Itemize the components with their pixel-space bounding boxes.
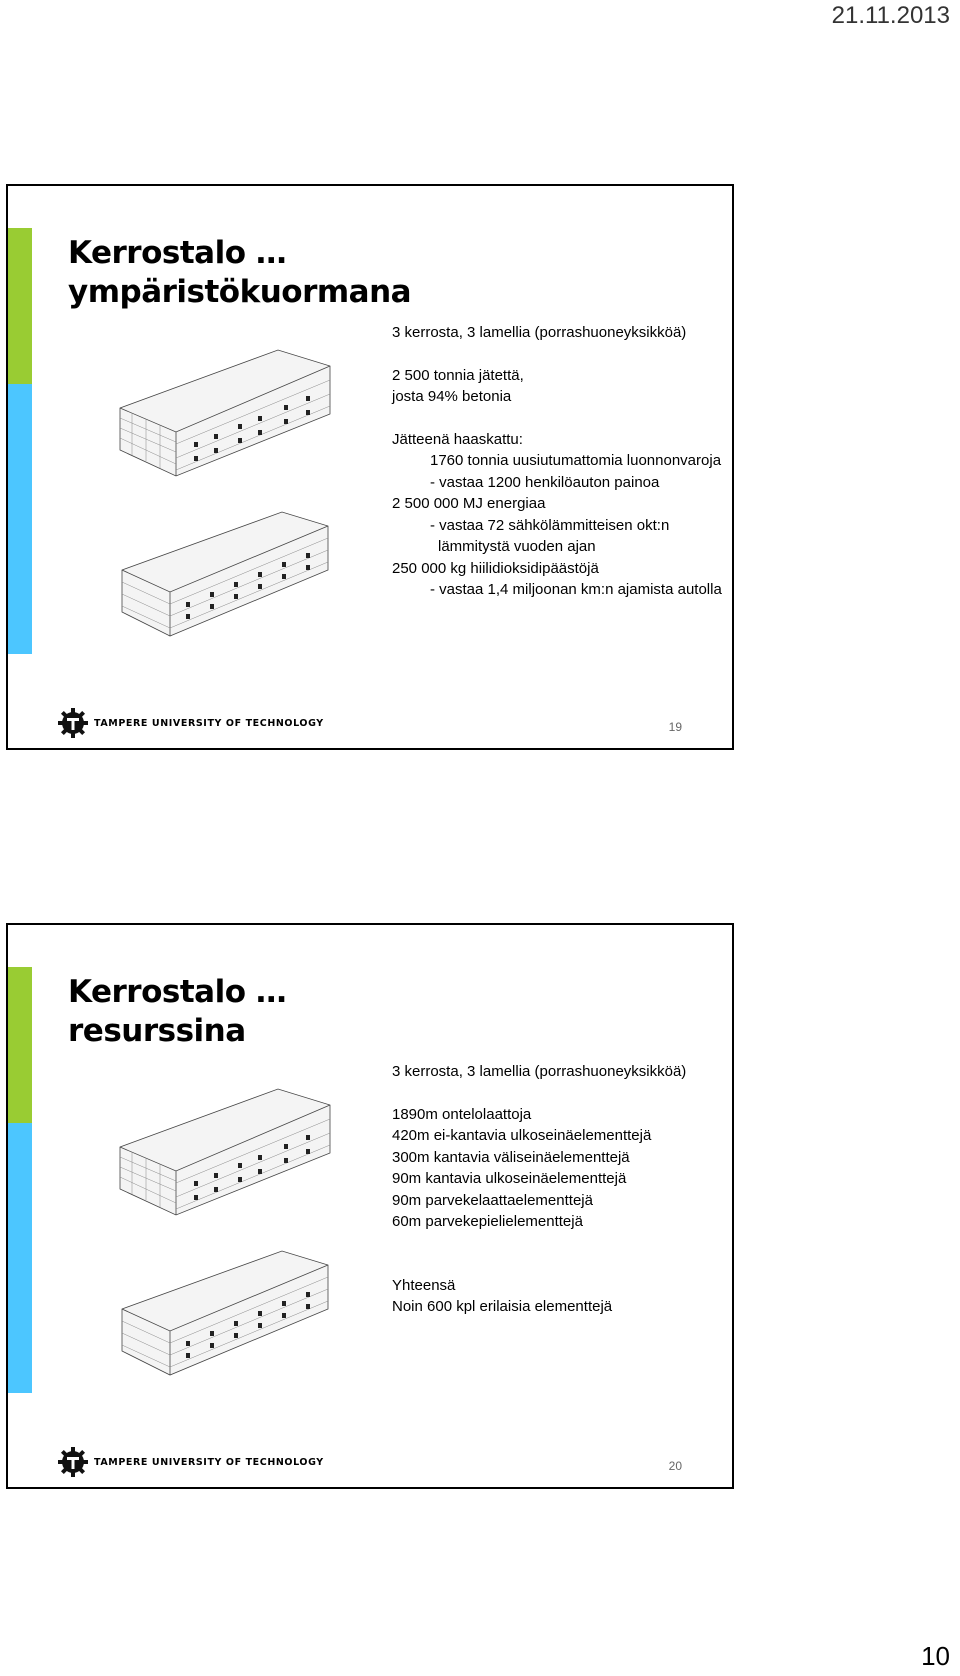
text-line: 90m kantavia ulkoseinäelementtejä [392, 1170, 627, 1187]
text-line: - vastaa 1,4 miljoonan km:n ajamista autolla [430, 581, 722, 598]
text-line: 1760 tonnia uusiutumattomia luonnonvaroja [430, 452, 722, 469]
text-line: 60m parvekepielielementtejä [392, 1213, 583, 1230]
slide-text [392, 322, 722, 601]
page-number: 10 [921, 1641, 950, 1671]
title-line: ympäristökuormana [68, 274, 412, 310]
accent-bar-green [8, 967, 32, 1123]
text-line: Noin 600 kpl erilaisia elementtejä [392, 1298, 613, 1315]
logo-text: TAMPERE UNIVERSITY OF TECHNOLOGY [94, 717, 324, 729]
gear-logo-icon [58, 1447, 88, 1477]
text-line: 300m kantavia väliseinäelementtejä [392, 1148, 630, 1166]
university-logo [58, 708, 324, 738]
logo-text: TAMPERE UNIVERSITY OF TECHNOLOGY [94, 1456, 324, 1468]
accent-bar-green [8, 228, 32, 384]
text-line: 3 kerrosta, 3 lamellia (porrashuoneyksikköä) [392, 1063, 687, 1080]
text-line: 3 kerrosta, 3 lamellia (porrashuoneyksikköä) [392, 324, 687, 341]
university-logo [58, 1447, 324, 1477]
slide-title [68, 973, 286, 1051]
building-drawing [120, 1089, 330, 1375]
text-line: 420m ei-kantavia ulkoseinäelementtejä [392, 1127, 652, 1144]
building-illustration [118, 1085, 358, 1395]
slide-number: 20 [668, 1459, 682, 1473]
building-drawing [120, 350, 330, 636]
building-illustration [118, 346, 358, 656]
text-line: 1890m ontelolaattoja [392, 1105, 532, 1123]
text-line: - vastaa 1200 henkilöauton painoa [430, 473, 660, 491]
slide-19 [6, 184, 734, 750]
text-line: Jätteenä haaskattu: [392, 430, 523, 448]
slide-text [392, 1061, 686, 1318]
text-line: lämmitystä vuoden ajan [438, 538, 596, 555]
title-line: resurssina [68, 1013, 246, 1049]
accent-bar-blue [8, 384, 32, 654]
slide-20 [6, 923, 734, 1489]
title-line: Kerrostalo … [68, 974, 287, 1010]
gear-logo-icon [58, 708, 88, 738]
text-line: 2 500 tonnia jätettä, [392, 366, 524, 384]
text-line: - vastaa 72 sähkölämmitteisen okt:n [430, 516, 670, 534]
text-line: 90m parvekelaattaelementtejä [392, 1191, 593, 1209]
text-line: josta 94% betonia [392, 388, 512, 405]
slide-title [68, 234, 411, 312]
slide-number: 19 [668, 720, 682, 734]
title-line: Kerrostalo … [68, 235, 287, 271]
text-line: 250 000 kg hiilidioksidipäästöjä [392, 559, 599, 577]
text-line: 2 500 000 MJ energiaa [392, 495, 546, 512]
accent-bar-blue [8, 1123, 32, 1393]
document-date: 21.11.2013 [831, 2, 950, 29]
text-line: Yhteensä [392, 1276, 456, 1294]
